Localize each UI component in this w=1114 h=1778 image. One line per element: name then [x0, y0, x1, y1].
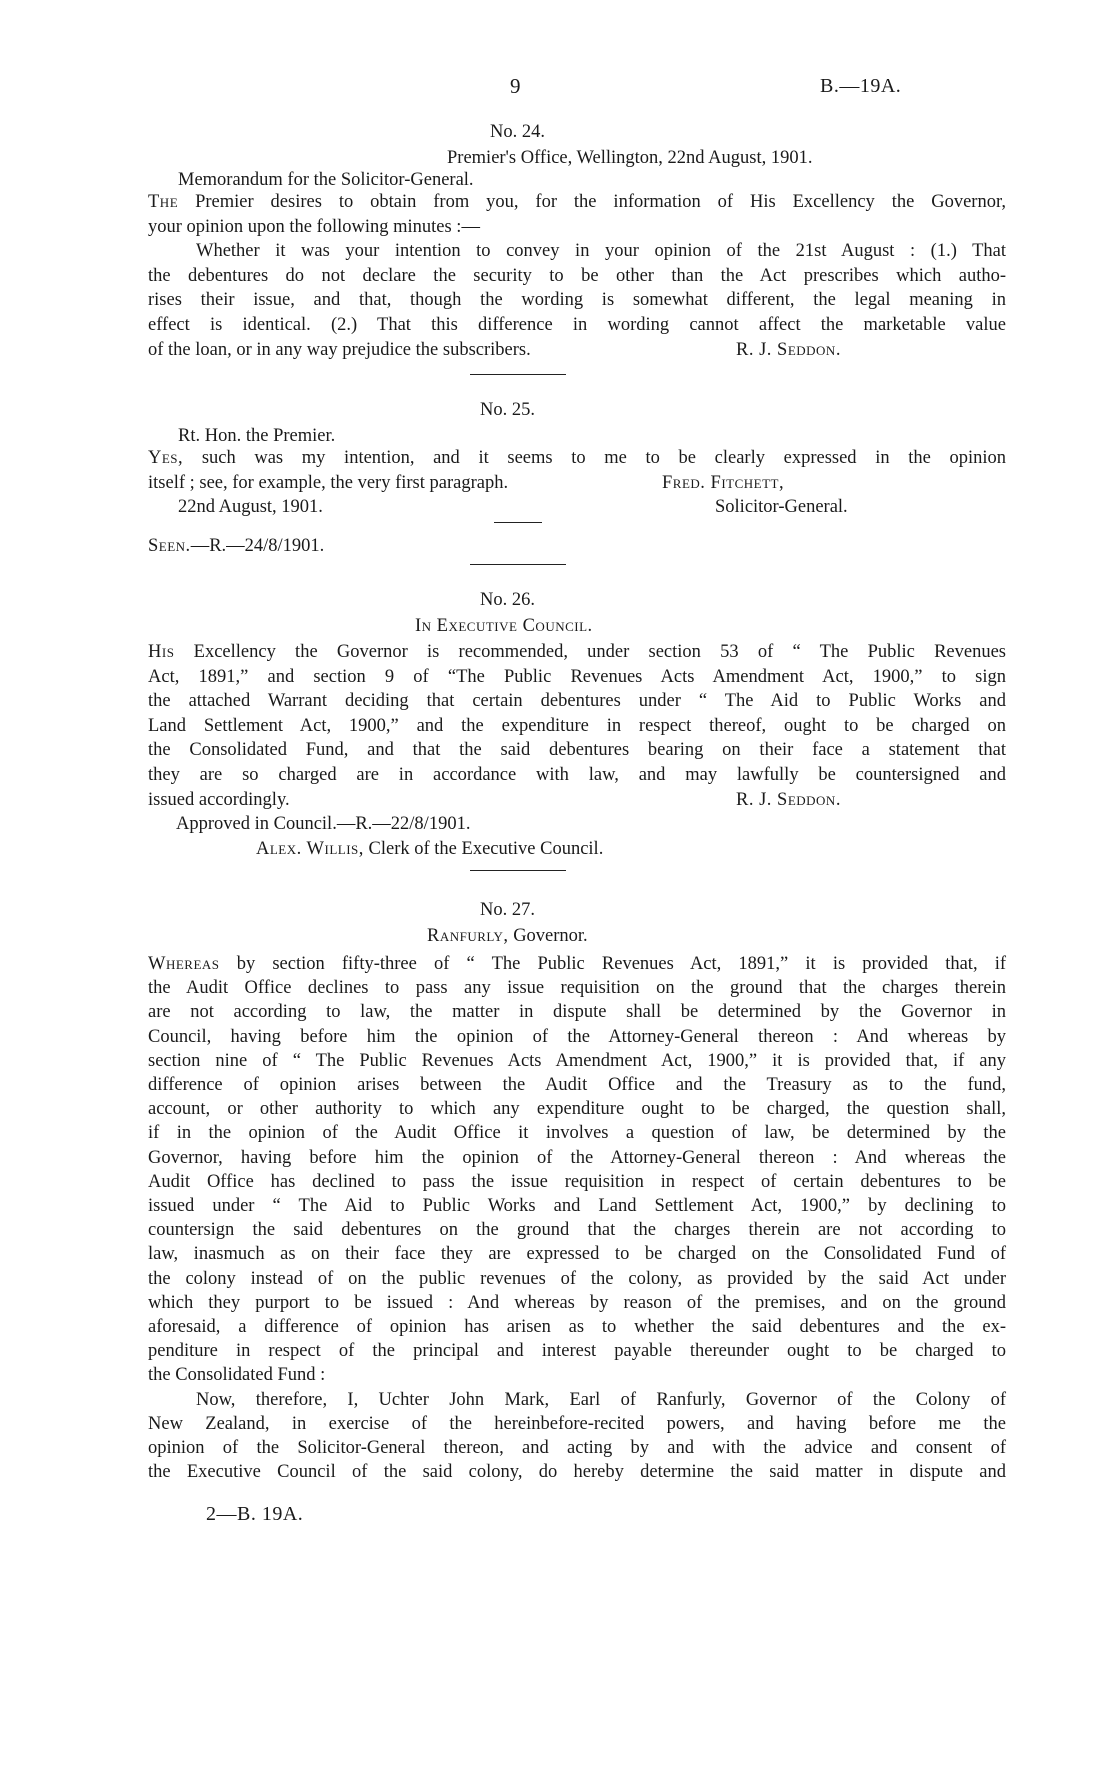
section-27-line: the Executive Council of the said colony, do hereby determine the said matter in dispute and — [148, 1462, 1006, 1483]
section-24-address: Memorandum for the Solicitor-General. — [178, 170, 474, 190]
section-25-seen: Seen.—R.—24/8/1901. — [148, 536, 325, 556]
section-27-line: New Zealand, in exercise of the hereinbefore-recited powers, and having before me the — [148, 1413, 1006, 1434]
section-27-line: Now, therefore, I, Uchter John Mark, Earl of Ranfurly, Governor of the Colony of — [196, 1389, 1006, 1410]
section-25-line: itself ; see, for example, the very first paragraph. — [148, 472, 509, 493]
section-24-line: your opinion upon the following minutes :— — [148, 216, 480, 237]
section-26-signature: R. J. Seddon. — [736, 789, 841, 810]
section-27-lead-word: Whereas — [148, 954, 220, 974]
section-26-number: No. 26. — [480, 590, 535, 610]
section-27-line: law, inasmuch as on their face they are expressed to be charged on the Consolidated Fund of — [148, 1244, 1006, 1265]
section-25-number: No. 25. — [480, 400, 535, 420]
section-24-line: the debentures do not declare the security to be other than the Act prescribes which autho- — [148, 265, 1006, 286]
section-25-body — [148, 446, 1006, 520]
section-27-line: the colony instead of on the public revenues of the colony, as provided by the said Act under — [148, 1268, 1006, 1289]
section-24-line: The Premier desires to obtain from you, for the information of His Excellency the Governor, — [148, 192, 1006, 212]
section-26-row — [148, 837, 1006, 862]
section-27-line: opinion of the Solicitor-General thereon, and acting by and with the advice and consent of — [148, 1438, 1006, 1459]
section-27-line: account, or other authority to which any expenditure ought to be charged, the question shall, — [148, 1099, 1006, 1120]
section-26-line: Land Settlement Act, 1900,” and the expenditure in respect thereof, ought to be charged on — [148, 715, 1006, 736]
section-27-line: difference of opinion arises between the Audit Office and the Treasury as to the fund, — [148, 1075, 1006, 1096]
section-27-line: if in the opinion of the Audit Office it involves a question of law, be determined by the — [148, 1123, 1006, 1144]
section-27-line: the Audit Office declines to pass any issue requisition on the ground that the charges therein — [148, 978, 1006, 999]
section-24-number: No. 24. — [490, 122, 545, 142]
section-26-body — [148, 640, 1006, 861]
section-27-line: countersign the said debentures on the ground that the charges therein are not according to — [148, 1220, 1006, 1241]
section-26-line: the Consolidated Fund, and that the said debentures bearing on their face a statement that — [148, 740, 1006, 761]
section-26-line: issued accordingly. — [148, 789, 290, 810]
section-24-line: Whether it was your intention to convey in your opinion of the 21st August : (1.) That — [196, 241, 1006, 262]
section-27-line: section nine of “ The Public Revenues Acts Amendment Act, 1900,” it is provided that, if any — [148, 1050, 1006, 1071]
section-24-lead-word: The — [148, 192, 179, 212]
section-27-line: the Consolidated Fund : — [148, 1365, 326, 1386]
section-27-line: Governor, having before him the opinion of the Attorney-General thereon : And whereas the — [148, 1147, 1006, 1168]
section-25-address: Rt. Hon. the Premier. — [178, 426, 336, 446]
divider — [470, 374, 566, 375]
section-26-line: Act, 1891,” and section 9 of “The Public Revenues Acts Amendment Act, 1900,” to sign — [148, 666, 1006, 687]
section-26-lead-word: His — [148, 642, 175, 662]
paper-code: B.—19A. — [820, 75, 902, 97]
section-27-line: Audit Office has declined to pass the issue requisition in respect of certain debentures to be — [148, 1171, 1006, 1192]
page-number: 9 — [510, 74, 521, 98]
section-26-row — [148, 812, 1006, 837]
divider — [494, 522, 542, 523]
section-26-clerk: Alex. Willis, Clerk of the Executive Council. — [256, 838, 604, 859]
section-25-signature-name: Fred. Fitchett, — [662, 472, 785, 493]
section-24-line: rises their issue, and that, though the wording is somewhat different, the legal meaning in — [148, 290, 1006, 311]
section-25-row — [148, 495, 1006, 520]
section-26-heading: In Executive Council. — [415, 616, 593, 636]
section-26-line: they are so charged are in accordance with law, and may lawfully be countersigned and — [148, 764, 1006, 785]
section-27-line: which they purport to be issued : And whereas by reason of the premises, and on the ground — [148, 1292, 1006, 1313]
section-26-line: His Excellency the Governor is recommended, under section 53 of “ The Public Revenues — [148, 642, 1007, 662]
section-24-place-date: Premier's Office, Wellington, 22nd August, 1901. — [447, 148, 813, 168]
divider — [470, 564, 566, 565]
section-25-row — [148, 471, 1006, 496]
section-25-line: Yes, such was my intention, and it seems to me to be clearly expressed in the opinion — [148, 448, 1007, 468]
section-25-lead-word: Yes, — [148, 448, 184, 468]
section-27-number: No. 27. — [480, 900, 535, 920]
section-25-date: 22nd August, 1901. — [178, 497, 323, 518]
section-24-line: effect is identical. (2.) That this difference in wording cannot affect the marketable value — [148, 314, 1006, 335]
section-26-row — [148, 788, 1006, 813]
section-27-line: Council, having before him the opinion of the Attorney-General thereon : And whereas by — [148, 1026, 1006, 1047]
section-24-line: of the loan, or in any way prejudice the subscribers. — [148, 339, 531, 360]
section-27-line: Whereas by section fifty-three of “ The Public Revenues Act, 1891,” it is provided that, if — [148, 954, 1007, 974]
section-24-body — [148, 190, 1006, 362]
section-24-signature: R. J. Seddon. — [736, 339, 841, 360]
section-26-approved: Approved in Council.—R.—22/8/1901. — [176, 814, 471, 835]
section-26-line: the attached Warrant deciding that certain debentures under “ The Aid to Public Works and — [148, 691, 1006, 712]
divider — [470, 870, 566, 871]
section-27-body — [148, 952, 1006, 1484]
section-27-line: issued under “ The Aid to Public Works and Land Settlement Act, 1900,” by declining to — [148, 1196, 1006, 1217]
section-27-line: penditure in respect of the principal and interest payable thereunder ought to be charged to — [148, 1341, 1006, 1362]
section-24-last-row — [148, 338, 1006, 363]
section-25-signature-title: Solicitor-General. — [715, 497, 848, 518]
section-27-heading: Ranfurly, Governor. — [427, 926, 588, 946]
signature-mark: 2—B. 19A. — [206, 1503, 304, 1525]
section-27-line: are not according to law, the matter in dispute shall be determined by the Governor in — [148, 1002, 1006, 1023]
section-27-line: aforesaid, a difference of opinion has arisen as to whether the said debentures and the ex- — [148, 1317, 1006, 1338]
